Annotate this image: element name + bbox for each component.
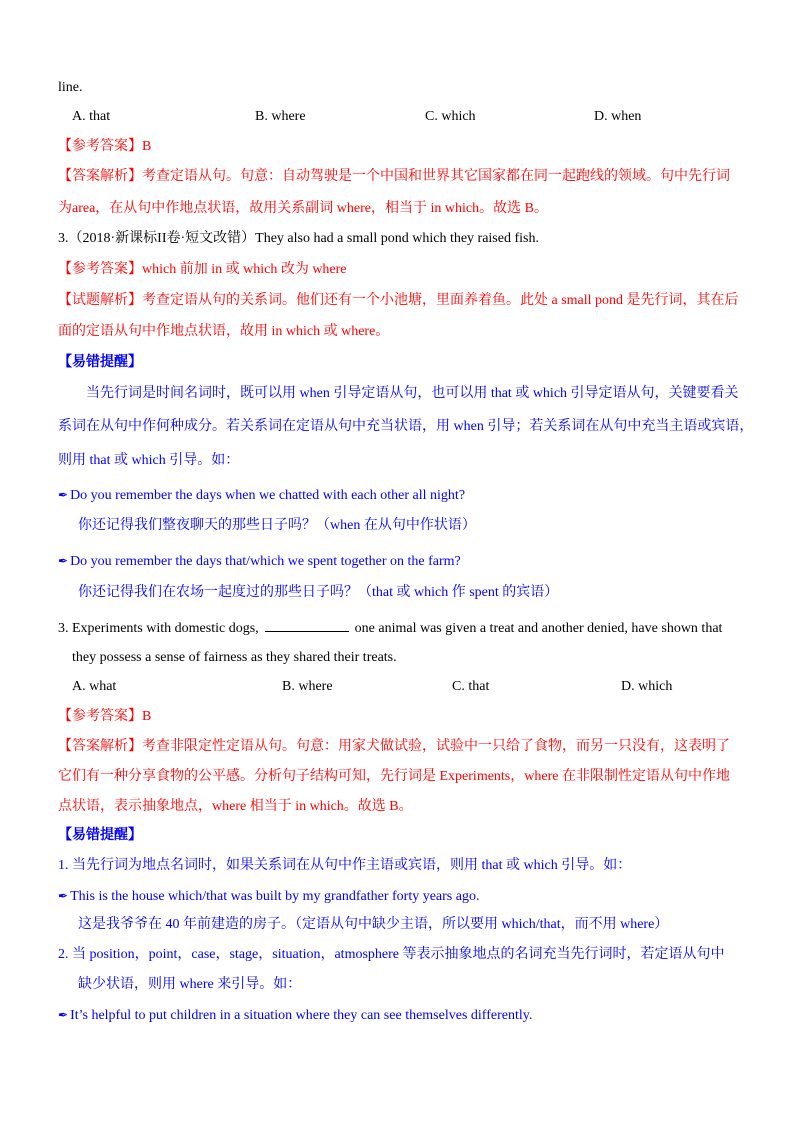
option-a: A. what <box>72 679 117 694</box>
writing-hand-icon: ✒ <box>58 554 69 568</box>
writing-hand-icon: ✒ <box>58 889 69 903</box>
tip-paragraph: 系词在从句中作何种成分。若关系词在定语从句中充当状语，用 when 引导；若关系词在从句中充当主语或宾语， <box>58 419 754 434</box>
writing-hand-icon: ✒ <box>58 488 69 502</box>
example-line <box>58 486 465 505</box>
example-text: It’s helpful to put children in a situation where they can see themselves differently. <box>70 1008 533 1023</box>
option-a: A. that <box>72 109 111 124</box>
answer: 【参考答案】B <box>58 709 152 724</box>
tip-paragraph: 当先行词是时间名词时，既可以用 when 引导定语从句，也可以用 that 或 which 引导定语从句，关键要看关 <box>86 386 739 401</box>
question-part: one animal was given a treat and another denied, have shown that <box>354 621 723 636</box>
tip-heading: 【易错提醒】 <box>58 355 142 370</box>
example-text: Do you remember the days that/which we spent together on the farm? <box>70 554 461 569</box>
analysis-line: 【答案解析】考查定语从句。句意：自动驾驶是一个中国和世界其它国家都在同一起跑线的领域。句中先行词 <box>58 169 730 184</box>
answer-blank <box>265 619 349 632</box>
example-line <box>58 1006 532 1025</box>
question: 3.（2018·新课标II卷·短文改错）They also had a small pond which they raised fish. <box>58 231 539 246</box>
analysis-line: 点状语，表示抽象地点，where 相当于 in which。故选 B。 <box>58 799 413 814</box>
example-line <box>58 552 461 571</box>
example-text: This is the house which/that was built by my grandfather forty years ago. <box>70 889 480 904</box>
analysis-line: 它们有一种分享食物的公平感。分析句子结构可知，先行词是 Experiments，where 在非限制性定语从句中作地 <box>58 769 730 784</box>
example-text: Do you remember the days when we chatted with each other all night? <box>70 488 466 503</box>
example-translation: 你还记得我们整夜聊天的那些日子吗？（when 在从句中作状语） <box>78 518 476 533</box>
example-translation: 你还记得我们在农场一起度过的那些日子吗？（that 或 which 作 spent 的宾语） <box>78 585 559 600</box>
option-c: C. which <box>425 109 476 124</box>
question-line: they possess a sense of fairness as they shared their treats. <box>72 650 397 665</box>
tip-paragraph: 1. 当先行词为地点名词时，如果关系词在从句中作主语或宾语，则用 that 或 which 引导。如： <box>58 858 632 873</box>
tip-paragraph: 2. 当 position，point，case，stage，situation，atmosphere 等表示抽象地点的名词充当先行词时，若定语从句中 <box>58 947 725 962</box>
analysis-line: 【答案解析】考查非限定性定语从句。句意：用家犬做试验，试验中一只给了食物，而另一只没有，这表明了 <box>58 739 730 754</box>
tip-paragraph: 缺少状语，则用 where 来引导。如： <box>78 977 302 992</box>
question <box>58 619 722 638</box>
analysis-line: 【试题解析】考查定语从句的关系词。他们还有一个小池塘，里面养着鱼。此处 a small pond 是先行词，其在后 <box>58 293 739 308</box>
analysis-line: 面的定语从句中作地点状语，故用 in which 或 where。 <box>58 324 390 339</box>
tip-heading: 【易错提醒】 <box>58 828 142 843</box>
option-d: D. which <box>621 679 673 694</box>
option-d: D. when <box>594 109 642 124</box>
option-c: C. that <box>452 679 490 694</box>
answer: 【参考答案】B <box>58 139 152 154</box>
example-translation: 这是我爷爷在 40 年前建造的房子。（定语从句中缺少主语，所以要用 which/that，而不用 where） <box>78 917 669 932</box>
question-part: 3. Experiments with domestic dogs, <box>58 621 259 636</box>
answer: 【参考答案】which 前加 in 或 which 改为 where <box>58 262 347 277</box>
tip-paragraph: 则用 that 或 which 引导。如： <box>58 453 240 468</box>
writing-hand-icon: ✒ <box>58 1008 69 1022</box>
example-line <box>58 887 479 906</box>
question-tail: line. <box>58 80 83 95</box>
analysis-line: 为area，在从句中作地点状语，故用关系副词 where，相当于 in which。故选 B。 <box>58 201 548 216</box>
option-b: B. where <box>255 109 306 124</box>
option-b: B. where <box>282 679 333 694</box>
